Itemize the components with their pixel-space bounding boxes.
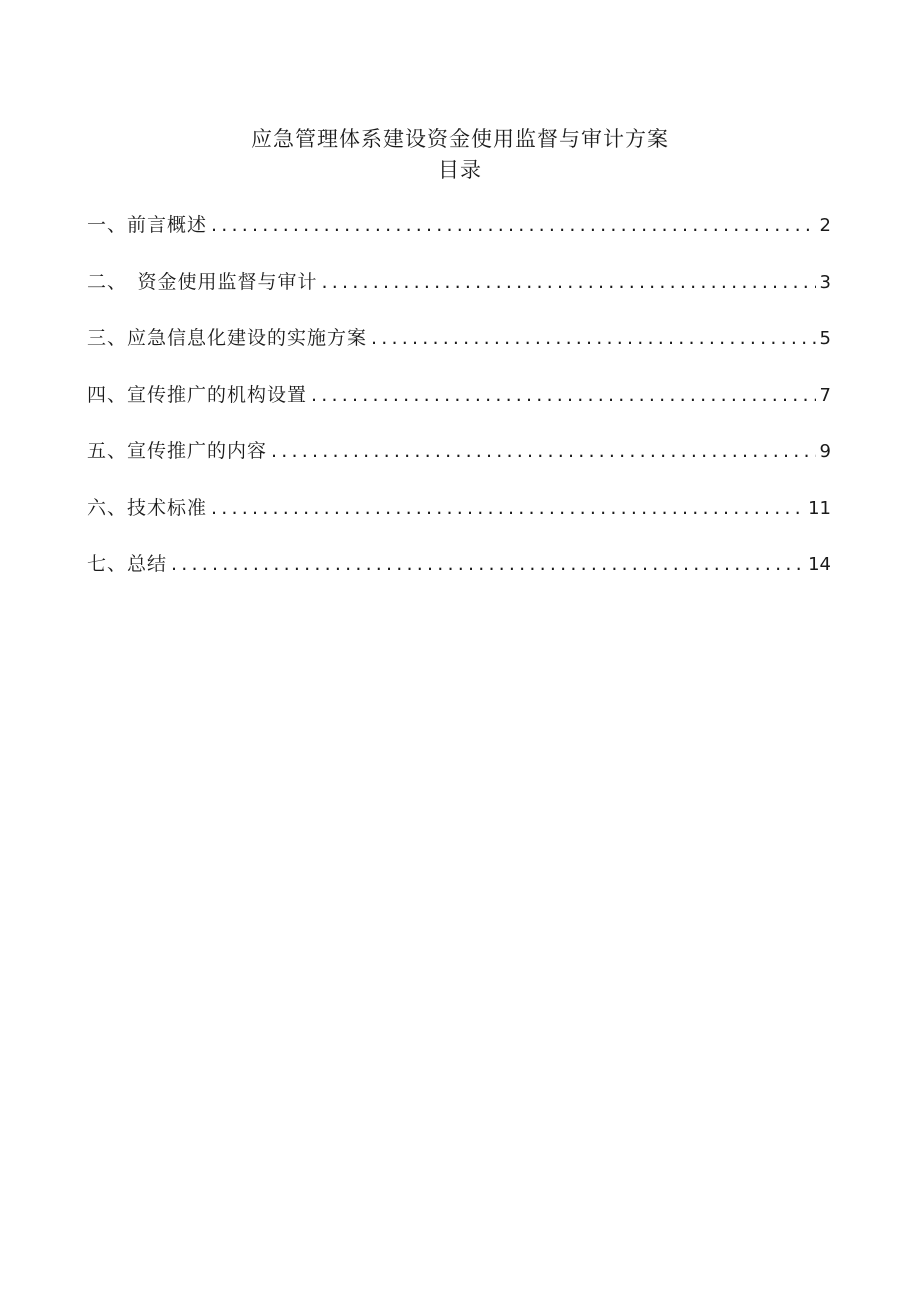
toc-entry-1[interactable]	[87, 211, 831, 239]
toc-dot-leader	[171, 550, 804, 578]
toc-dot-leader	[211, 211, 816, 239]
toc-dot-leader	[371, 324, 816, 352]
document-title: 应急管理体系建设资金使用监督与审计方案	[251, 127, 669, 151]
toc-entry-3[interactable]	[87, 324, 831, 352]
toc-entry-5[interactable]	[87, 437, 831, 465]
toc-heading: 目录	[438, 158, 482, 182]
toc-dot-leader	[271, 437, 816, 465]
toc-dot-leader	[211, 494, 804, 522]
toc-entry-label: 七、总结	[87, 553, 168, 575]
toc-entry-label: 三、应急信息化建设的实施方案	[87, 327, 368, 349]
toc-entry-label: 一、前言概述	[87, 214, 208, 236]
toc-dot-leader	[311, 381, 816, 409]
table-of-contents	[87, 211, 831, 607]
toc-entry-label: 六、技术标准	[87, 496, 208, 519]
toc-entry-label: 四、宣传推广的机构设置	[87, 383, 308, 406]
toc-page-number: 9	[819, 441, 831, 462]
toc-page-number: 3	[819, 271, 831, 293]
toc-page-number: 11	[808, 497, 831, 519]
toc-page-number: 14	[808, 554, 831, 575]
toc-entry-6[interactable]	[87, 494, 831, 522]
toc-page-number: 2	[819, 215, 831, 236]
toc-dot-leader	[322, 268, 816, 296]
toc-entry-4[interactable]	[87, 381, 831, 409]
toc-entry-label: 二、 资金使用监督与审计	[87, 270, 318, 293]
toc-page-number: 5	[819, 328, 831, 349]
toc-entry-2[interactable]	[87, 268, 831, 296]
toc-page-number: 7	[819, 384, 831, 406]
toc-entry-7[interactable]	[87, 550, 831, 578]
toc-entry-label: 五、宣传推广的内容	[87, 440, 268, 462]
